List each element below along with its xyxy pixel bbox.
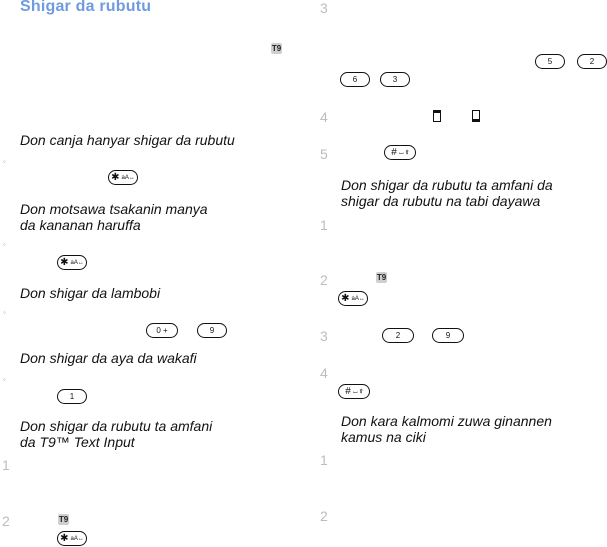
section-heading-numbers: Don shigar da lambobi [20,285,161,301]
star-key-icon: ✱ aA↔ [57,255,87,270]
nine-key-icon: 9 [197,323,227,338]
scroll-down-icon [472,110,480,122]
scroll-up-icon [433,110,441,122]
hash-key-icon: # ⌴ ⇧ [338,384,370,399]
step-number: 2 [320,272,328,288]
section-heading-dictionary-line2: kamus na ciki [341,429,426,445]
hash-key-icon: # ⌴ ⇧ [384,145,416,160]
bullet: ◦ [3,308,6,317]
section-heading-case: Don motsawa tsakanin manya [20,201,208,217]
section-heading-multitap: Don shigar da rubutu ta amfani da [341,177,553,193]
section-heading-case-line2: da kananan haruffa [20,217,141,233]
t9-icon: T9 [376,273,387,282]
two-key-icon: 2 [577,54,607,69]
step-number: 4 [320,109,328,125]
three-key-icon: 3 [380,72,410,87]
section-heading-t9: Don shigar da rubutu ta amfani [20,418,213,434]
section-heading-dictionary: Don kara kalmomi zuwa ginannen [341,413,552,429]
bullet: ◦ [3,375,6,384]
zero-key-icon: 0 + [146,323,178,338]
step-number: 1 [2,457,10,473]
t9-icon: T9 [58,515,69,524]
t9-icon: T9 [271,44,282,53]
bullet: ◦ [3,240,6,249]
section-heading-punctuation: Don shigar da aya da wakafi [20,350,197,366]
six-key-icon: 6 [340,72,370,87]
five-key-icon: 5 [535,54,565,69]
section-heading-multitap-line2: shigar da rubutu na tabi dayawa [341,193,541,209]
star-key-icon: ✱ aA↔ [57,531,87,546]
step-number: 2 [320,508,328,524]
nine-key-icon: 9 [432,328,464,343]
star-key-icon: ✱ aA↔ [108,170,138,185]
bullet: ◦ [3,157,6,166]
section-heading-input-mode: Don canja hanyar shigar da rubutu [20,132,235,148]
step-number: 4 [320,365,328,381]
step-number: 3 [320,0,328,16]
star-key-icon: ✱ aA↔ [338,291,368,306]
step-number: 1 [320,217,328,233]
step-number: 5 [320,146,328,162]
section-heading-t9-line2: da T9™ Text Input [20,434,135,450]
two-key-icon: 2 [382,328,414,343]
step-number: 1 [320,452,328,468]
page-title: Shigar da rubutu [20,0,152,15]
one-key-icon: 1 [57,389,87,404]
step-number: 3 [320,328,328,344]
step-number: 2 [2,513,10,529]
